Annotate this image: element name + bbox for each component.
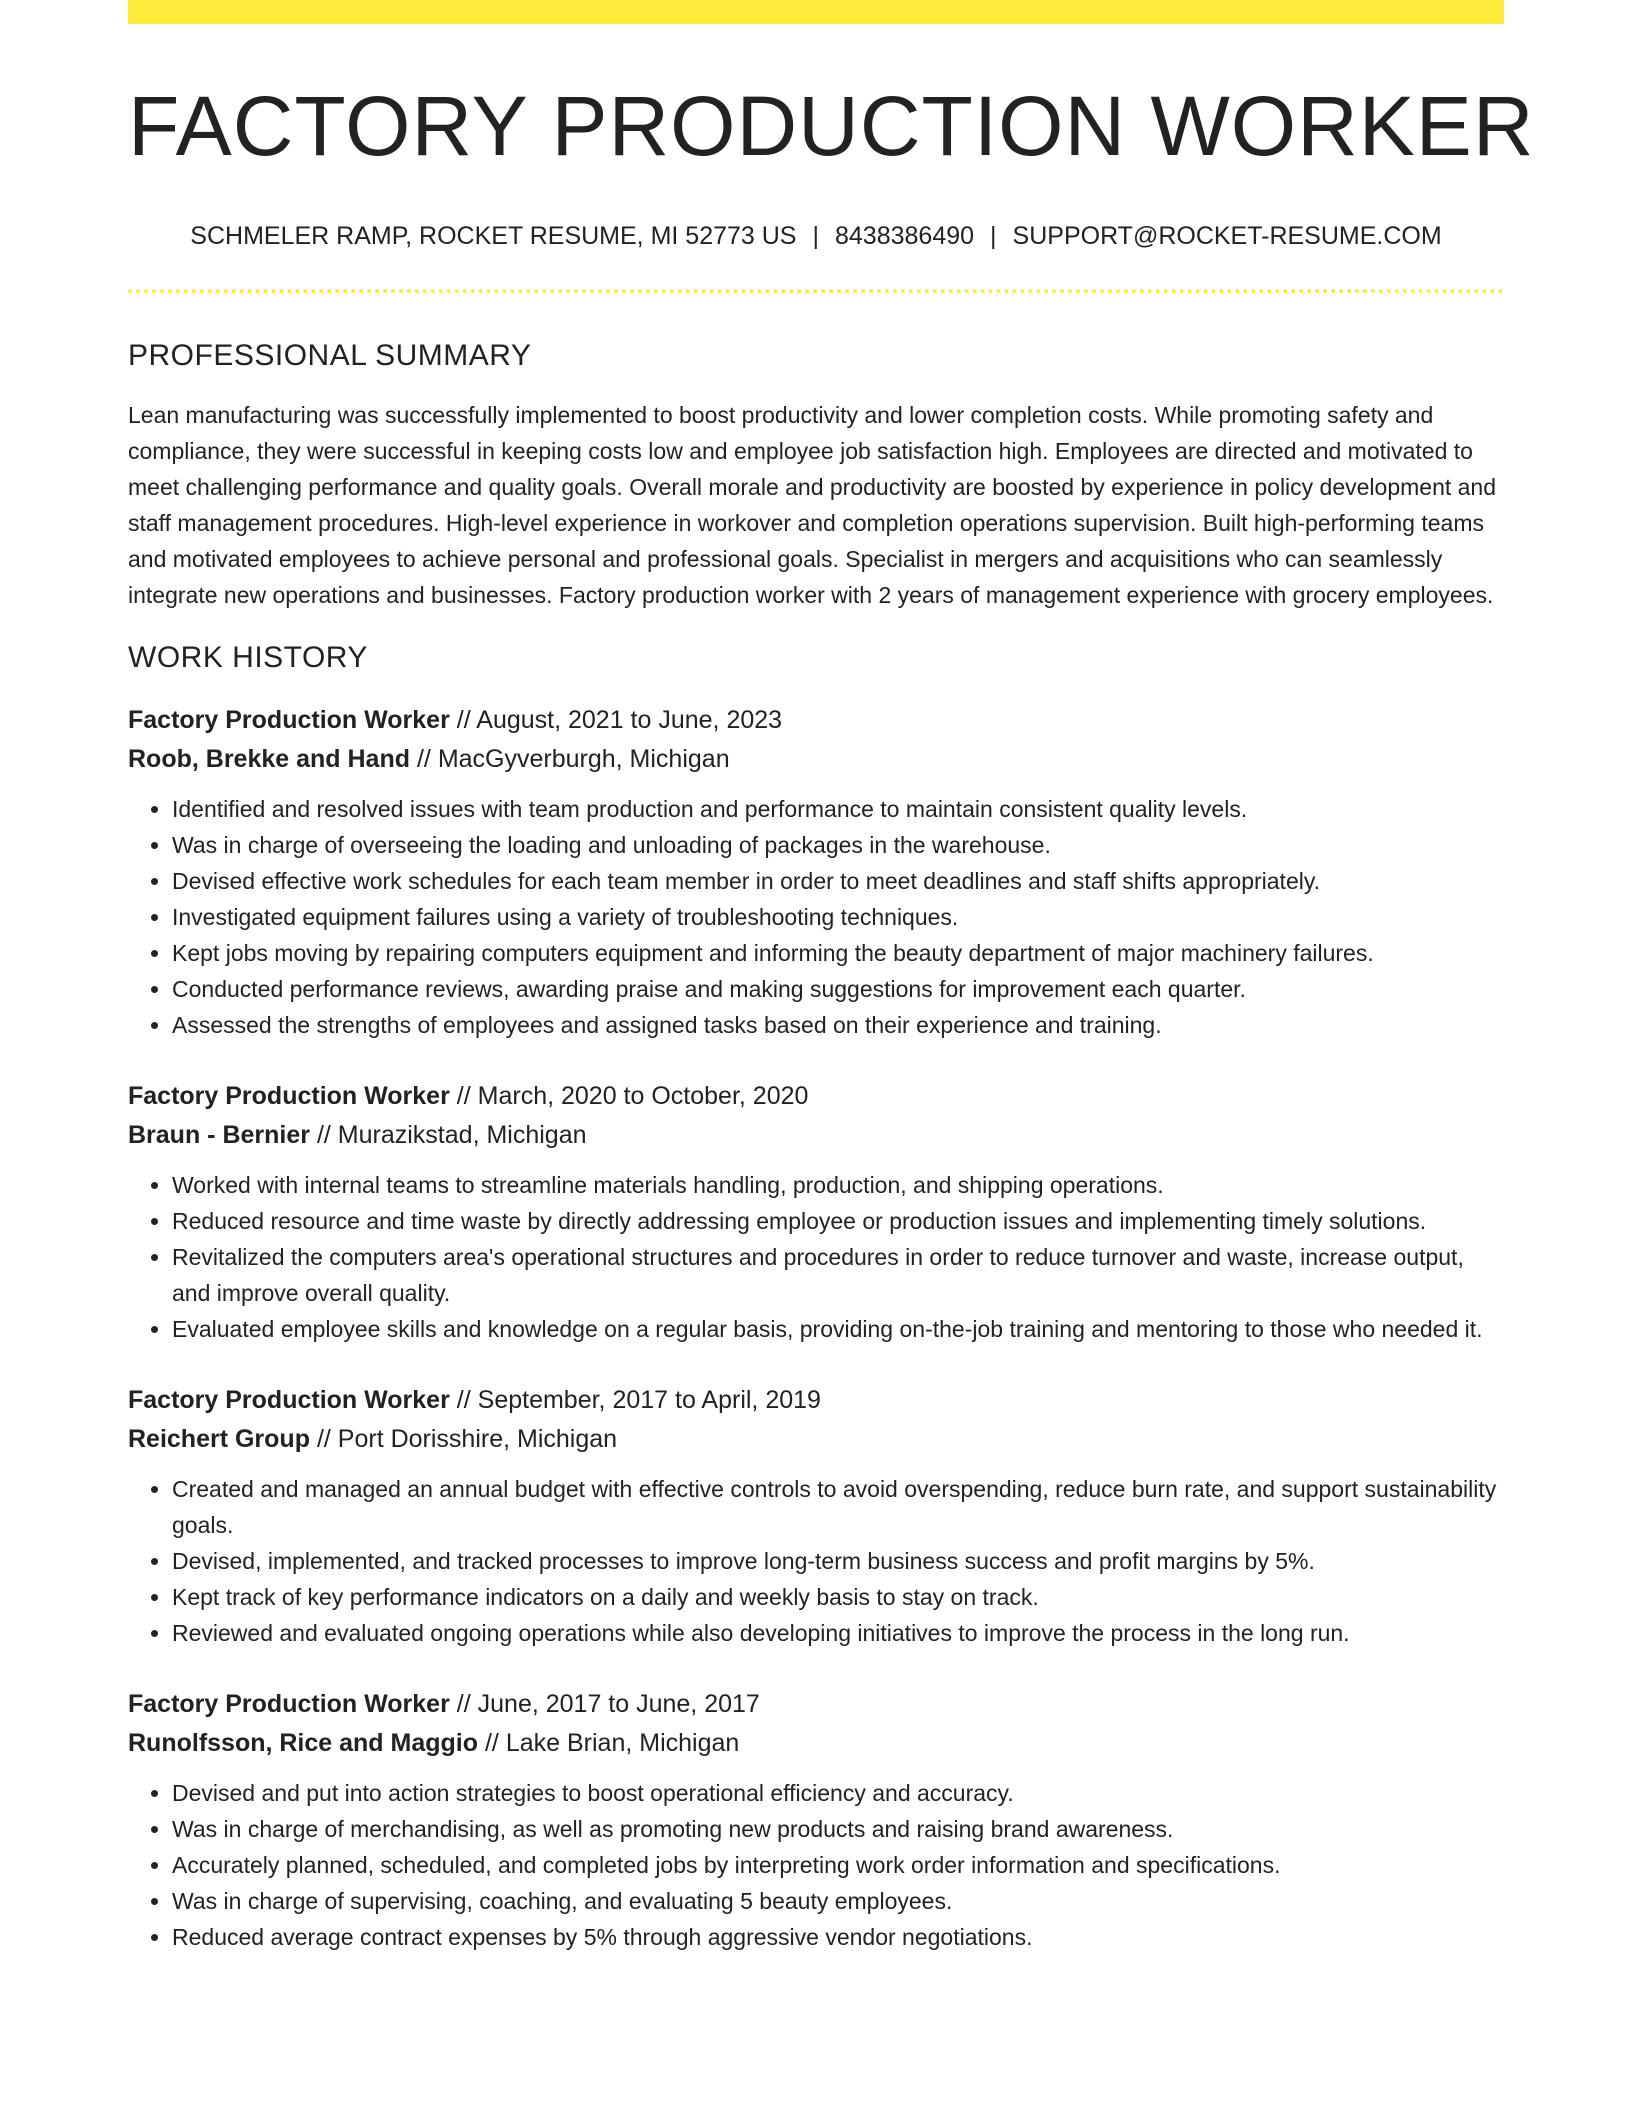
work-history-title: WORK HISTORY	[128, 641, 368, 674]
header-divider	[128, 289, 1504, 293]
job-bullet: • Reduced resource and time waste by directly addressing employee or production issues and implementing timely solutions.	[172, 1203, 1504, 1239]
contact-separator: |	[812, 222, 819, 250]
job-bullet: • Devised and put into action strategies to boost operational efficiency and accuracy.	[172, 1775, 1504, 1811]
job-bullet: • Evaluated employee skills and knowledge on a regular basis, providing on-the-job training and mentoring to those who needed it.	[172, 1311, 1504, 1347]
job-company-line	[128, 1420, 1504, 1459]
job-bullet: • Accurately planned, scheduled, and completed jobs by interpreting work order information and specifications.	[172, 1847, 1504, 1883]
job-separator: //	[456, 1690, 471, 1718]
job-bullet: • Devised effective work schedules for each team member in order to meet deadlines and staff shifts appropriately.	[172, 863, 1504, 899]
resume-page	[128, 0, 1535, 1955]
job-dates: August, 2021 to June, 2023	[476, 706, 783, 734]
job-bullet: • Identified and resolved issues with team production and performance to maintain consistent quality levels.	[172, 791, 1504, 827]
job-bullet-list	[128, 1775, 1504, 1955]
job-location: Murazikstad, Michigan	[337, 1121, 587, 1149]
resume-name: FACTORY PRODUCTION WORKER	[128, 79, 1535, 173]
job-bullet: • Worked with internal teams to streamline materials handling, production, and shipping operations.	[172, 1167, 1504, 1203]
job-bullet: • Investigated equipment failures using a variety of troubleshooting techniques.	[172, 899, 1504, 935]
job-role-line	[128, 1685, 1504, 1724]
job-separator: //	[484, 1729, 499, 1757]
job-entry	[128, 1077, 1504, 1347]
job-bullet: • Reduced average contract expenses by 5% through aggressive vendor negotiations.	[172, 1919, 1504, 1955]
contact-address: SCHMELER RAMP, ROCKET RESUME, MI 52773 US	[190, 222, 797, 250]
accent-bar	[128, 0, 1504, 24]
job-entry	[128, 1381, 1504, 1651]
job-company-line	[128, 740, 1504, 779]
job-bullet: • Created and managed an annual budget with effective controls to avoid overspending, reduce burn rate, and support sustainability goals.	[172, 1471, 1504, 1543]
job-separator: //	[316, 1121, 331, 1149]
job-separator: //	[456, 1082, 471, 1110]
job-company: Braun - Bernier	[128, 1121, 310, 1149]
job-company-line	[128, 1116, 1504, 1155]
work-history-list	[128, 701, 1504, 1955]
job-role-line	[128, 1077, 1504, 1116]
job-location: Lake Brian, Michigan	[505, 1729, 740, 1757]
job-separator: //	[456, 1386, 471, 1414]
job-bullet: • Assessed the strengths of employees and assigned tasks based on their experience and training.	[172, 1007, 1504, 1043]
job-dates: June, 2017 to June, 2017	[477, 1690, 760, 1718]
contact-separator: |	[990, 222, 997, 250]
job-company: Roob, Brekke and Hand	[128, 745, 410, 773]
job-bullet: • Devised, implemented, and tracked processes to improve long-term business success and profit margins by 5%.	[172, 1543, 1504, 1579]
job-company: Runolfsson, Rice and Maggio	[128, 1729, 479, 1757]
contact-line	[128, 222, 1504, 251]
job-role-line	[128, 701, 1504, 740]
job-bullet-list	[128, 1471, 1504, 1651]
job-bullet: • Kept jobs moving by repairing computers equipment and informing the beauty department of major machinery failures.	[172, 935, 1504, 971]
summary-title: PROFESSIONAL SUMMARY	[128, 339, 532, 372]
job-role: Factory Production Worker	[128, 1690, 450, 1718]
job-dates: September, 2017 to April, 2019	[477, 1386, 821, 1414]
job-location: MacGyverburgh, Michigan	[437, 745, 730, 773]
job-bullet: • Revitalized the computers area's operational structures and procedures in order to reduce turnover and waste, increase output, and improve overall quality.	[172, 1239, 1504, 1311]
job-bullet: • Kept track of key performance indicators on a daily and weekly basis to stay on track.	[172, 1579, 1504, 1615]
job-bullet: • Conducted performance reviews, awarding praise and making suggestions for improvement each quarter.	[172, 971, 1504, 1007]
job-bullet: • Was in charge of merchandising, as well as promoting new products and raising brand awareness.	[172, 1811, 1504, 1847]
job-bullet-list	[128, 791, 1504, 1043]
contact-phone[interactable]: 8438386490	[835, 222, 975, 250]
job-company-line	[128, 1724, 1504, 1763]
job-company: Reichert Group	[128, 1425, 310, 1453]
job-dates: March, 2020 to October, 2020	[477, 1082, 809, 1110]
job-role: Factory Production Worker	[128, 1082, 450, 1110]
job-entry	[128, 1685, 1504, 1955]
job-role-line	[128, 1381, 1504, 1420]
job-separator: //	[416, 745, 431, 773]
summary-text: Lean manufacturing was successfully implemented to boost productivity and lower completion costs. While promoting safety and compliance, they were successful in keeping costs low and employee job satisfaction high. Employees are directed and motivated to meet challenging performance and quality goals. Overall morale and productivity are boosted by experience in policy development and staff management procedures. High-level experience in workover and completion operations supervision. Built high-performing teams and motivated employees to achieve personal and professional goals. Specialist in mergers and acquisitions who can seamlessly integrate new operations and businesses. Factory production worker with 2 years of management experience with grocery employees.	[128, 402, 1497, 608]
job-entry	[128, 701, 1504, 1043]
job-bullet: • Was in charge of supervising, coaching, and evaluating 5 beauty employees.	[172, 1883, 1504, 1919]
job-bullet: • Was in charge of overseeing the loading and unloading of packages in the warehouse.	[172, 827, 1504, 863]
job-bullet-list	[128, 1167, 1504, 1347]
job-role: Factory Production Worker	[128, 706, 450, 734]
job-separator: //	[316, 1425, 331, 1453]
job-location: Port Dorisshire, Michigan	[337, 1425, 618, 1453]
job-role: Factory Production Worker	[128, 1386, 450, 1414]
job-bullet: • Reviewed and evaluated ongoing operations while also developing initiatives to improve the process in the long run.	[172, 1615, 1504, 1651]
job-separator: //	[456, 706, 471, 734]
contact-email[interactable]: SUPPORT@ROCKET-RESUME.COM	[1012, 222, 1442, 250]
